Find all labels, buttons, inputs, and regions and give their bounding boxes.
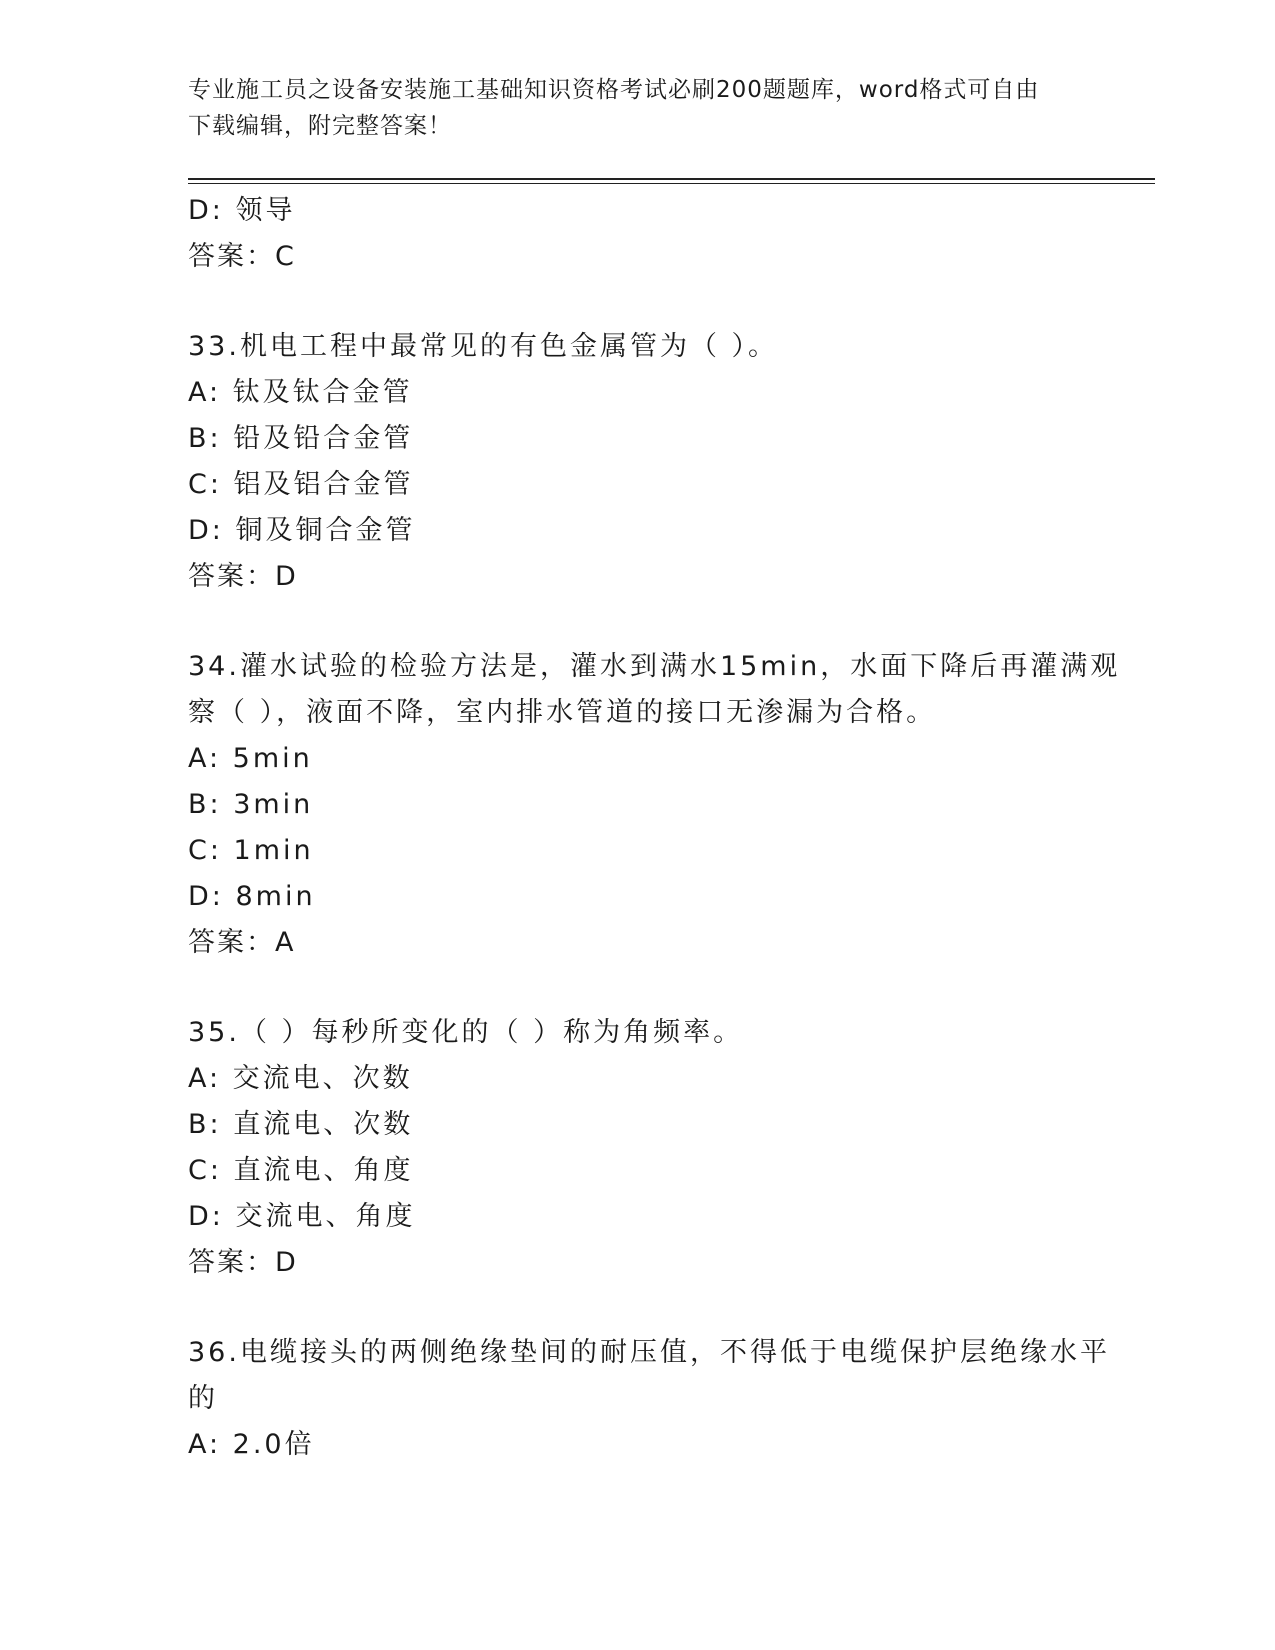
question-stem: 33.机电工程中最常见的有色金属管为（ ）。 xyxy=(188,331,779,362)
question-34 xyxy=(188,644,1121,966)
answer-line: 答案：A xyxy=(188,927,296,958)
question-list xyxy=(188,188,1121,1468)
header-title-line-1: 专业施工员之设备安装施工基础知识资格考试必刷200题题库，word格式可自由 xyxy=(188,77,1040,103)
question-stem-line-1: 34.灌水试验的检验方法是，灌水到满水15min，水面下降后再灌满观 xyxy=(188,651,1121,682)
question-stem: 35.（ ）每秒所变化的（ ）称为角频率。 xyxy=(188,1017,744,1048)
answer-line: 答案：C xyxy=(188,241,296,272)
question-stem-line-1: 36.电缆接头的两侧绝缘垫间的耐压值，不得低于电缆保护层绝缘水平 xyxy=(188,1337,1110,1368)
option-a: A: 交流电、次数 xyxy=(188,1063,413,1094)
answer-line: 答案：D xyxy=(188,1247,298,1278)
question-stem-line-2: 察（ ），液面不降，室内排水管道的接口无渗漏为合格。 xyxy=(188,697,937,728)
document-header xyxy=(188,72,1088,144)
option-d: D: 8min xyxy=(188,881,316,912)
previous-question-tail xyxy=(188,188,1088,280)
option-c: C: 铝及铝合金管 xyxy=(188,469,414,500)
question-36 xyxy=(188,1330,1110,1468)
question-35 xyxy=(188,1010,1088,1286)
question-33 xyxy=(188,324,1088,600)
option-d: D: 交流电、角度 xyxy=(188,1201,416,1232)
option-a: A: 5min xyxy=(188,743,313,774)
option-b: B: 铅及铅合金管 xyxy=(188,423,414,454)
header-divider-thick xyxy=(188,178,1155,180)
header-title-line-2: 下载编辑，附完整答案！ xyxy=(188,113,452,139)
answer-line: 答案：D xyxy=(188,561,298,592)
option-b: B: 直流电、次数 xyxy=(188,1109,414,1140)
option-a: A: 钛及钛合金管 xyxy=(188,377,413,408)
option-c: C: 直流电、角度 xyxy=(188,1155,414,1186)
option-a: A: 2.0倍 xyxy=(188,1429,315,1460)
header-divider-thin xyxy=(188,183,1155,184)
option-c: C: 1min xyxy=(188,835,314,866)
option-d: D: 领导 xyxy=(188,195,296,226)
option-d: D: 铜及铜合金管 xyxy=(188,515,416,546)
option-b: B: 3min xyxy=(188,789,314,820)
question-stem-line-2: 的 xyxy=(188,1383,218,1414)
